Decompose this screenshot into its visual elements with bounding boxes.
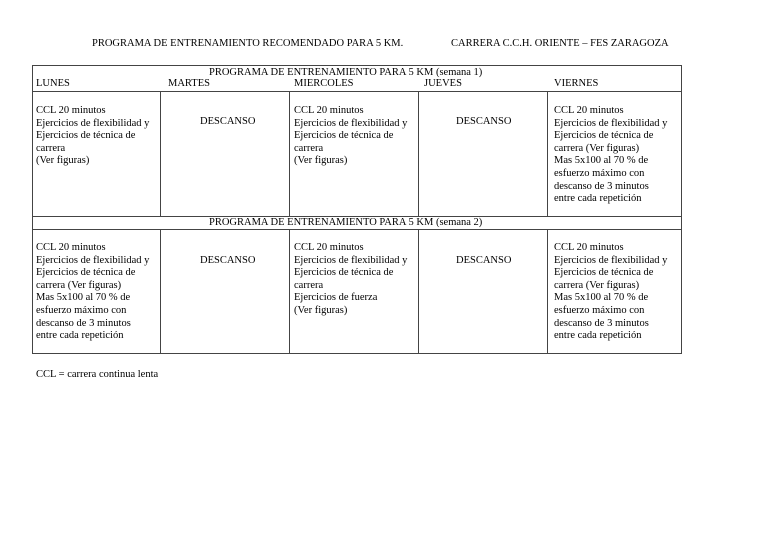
day-header-tuesday: MARTES: [168, 78, 210, 89]
week1-wednesday-cell: CCL 20 minutos Ejercicios de flexibilidad y Ejercicios de técnica de carrera (Ver figuras): [294, 105, 408, 167]
week2-tuesday-cell: DESCANSO: [200, 255, 256, 266]
column-divider: [418, 91, 419, 217]
week2-wednesday-cell: CCL 20 minutos Ejercicios de flexibilidad y Ejercicios de técnica de carrera Ejercicios de fuerza (Ver figuras): [294, 242, 408, 316]
day-header-wednesday: MIERCOLES: [294, 78, 354, 89]
table-border-top: [32, 65, 682, 66]
week1-thursday-cell: DESCANSO: [456, 116, 512, 127]
table-border-right: [681, 65, 682, 354]
column-divider: [547, 91, 548, 217]
table-border-left: [32, 65, 33, 354]
event-title: CARRERA C.C.H. ORIENTE – FES ZARAGOZA: [451, 38, 669, 49]
document-title: PROGRAMA DE ENTRENAMIENTO RECOMENDADO PARA 5 KM.: [92, 38, 404, 49]
training-schedule-table: [32, 65, 682, 354]
column-divider: [160, 91, 161, 217]
column-divider: [160, 229, 161, 354]
column-divider: [547, 229, 548, 354]
week2-monday-cell: CCL 20 minutos Ejercicios de flexibilidad y Ejercicios de técnica de carrera (Ver figuras) Mas 5x100 al 70 % de esfuerzo máximo con descanso de 3 minutos entre cada repetición: [36, 242, 150, 342]
week2-thursday-cell: DESCANSO: [456, 255, 512, 266]
week1-friday-cell: CCL 20 minutos Ejercicios de flexibilidad y Ejercicios de técnica de carrera (Ver figuras) Mas 5x100 al 70 % de esfuerzo máximo con descanso de 3 minutos entre cada repetición: [554, 105, 668, 205]
week1-header-divider: [32, 91, 682, 92]
day-header-monday: LUNES: [36, 78, 70, 89]
column-divider: [289, 229, 290, 354]
day-header-friday: VIERNES: [554, 78, 599, 89]
week2-friday-cell: CCL 20 minutos Ejercicios de flexibilidad y Ejercicios de técnica de carrera (Ver figuras) Mas 5x100 al 70 % de esfuerzo máximo con descanso de 3 minutos entre cada repetición: [554, 242, 668, 342]
week1-tuesday-cell: DESCANSO: [200, 116, 256, 127]
column-divider: [418, 229, 419, 354]
week1-monday-cell: CCL 20 minutos Ejercicios de flexibilidad y Ejercicios de técnica de carrera (Ver figuras): [36, 105, 150, 167]
table-border-bottom: [32, 353, 682, 354]
column-divider: [289, 91, 290, 217]
footnote-ccl-definition: CCL = carrera continua lenta: [36, 369, 159, 380]
week2-title: PROGRAMA DE ENTRENAMIENTO PARA 5 KM (semana 2): [209, 217, 483, 228]
week1-title: PROGRAMA DE ENTRENAMIENTO PARA 5 KM (semana 1): [209, 67, 483, 78]
day-header-thursday: JUEVES: [424, 78, 462, 89]
